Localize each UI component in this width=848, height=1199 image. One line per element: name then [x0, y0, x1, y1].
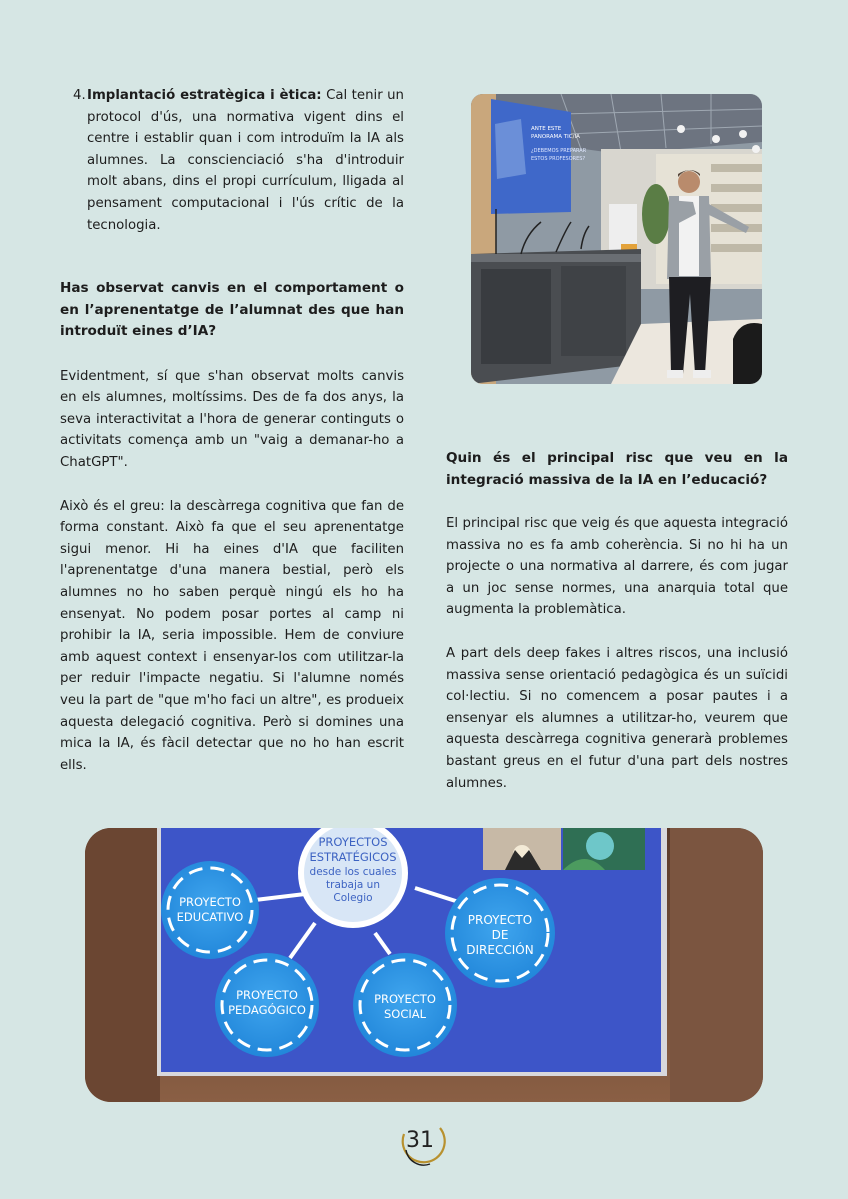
page-number-text: 31: [406, 1128, 434, 1153]
bubble-label: SOCIAL: [383, 1007, 427, 1021]
bubble-proyecto-educativo: [161, 861, 259, 959]
center-subtitle-line: Colegio: [333, 892, 373, 904]
list-item-4: [60, 85, 404, 236]
bubble-label: EDUCATIVO: [176, 910, 244, 924]
answer-paragraph: Evidentment, sí que s'han observat molts canvis en els alumnes, moltíssims. Des de fa dos anys, la seva interactivitat a l'hora de generar continguts o activitats comença amb un "vaig a demanar-ho a ChatGPT".: [60, 368, 404, 471]
list-item-title: Implantació estratègica i ètica:: [87, 88, 322, 103]
slide-line: ¿DEBEMOS PREPARAR: [531, 148, 587, 154]
slide-line: ANTE ESTE: [531, 126, 562, 132]
bubble-label: PEDAGÓGICO: [228, 1003, 306, 1017]
bubble-label: DE: [491, 928, 509, 942]
list-number: 4.: [73, 88, 86, 103]
projection-photo-image: [85, 828, 763, 1102]
bubble-label: PROYECTO: [179, 895, 241, 909]
center-subtitle-line: trabaja un: [326, 879, 380, 891]
bubble-label: PROYECTO: [467, 913, 533, 927]
left-column: [60, 85, 404, 798]
bubble-proyecto-direccion: [445, 878, 555, 988]
bubble-label: PROYECTO: [374, 992, 436, 1006]
bubble-proyecto-social: [353, 953, 457, 1057]
right-column: [446, 448, 788, 816]
page-number: [400, 1120, 450, 1170]
slide-line: ESTOS PROFESORES?: [531, 156, 586, 162]
speaker-photo-image: [471, 94, 762, 384]
question-heading-left: Has observat canvis en el comportament o en l’aprenentatge de l’alumnat des que han introduït eines d’IA?: [60, 280, 404, 340]
question-heading-right: Quin és el principal risc que veu en la integració massiva de la IA en l’educació?: [446, 450, 788, 488]
list-item-text: Cal tenir un protocol d'ús, una normativa vigent dins el centre i establir quan i com introduïm la IA als alumnes. La conscienciació s'ha d'introduir molt abans, dins el propi currículum, lligada al pensament computacional i l'ús crític de la tecnologia.: [87, 88, 404, 233]
projection-photo: [85, 828, 763, 1102]
bubble-proyecto-pedagogico: [215, 953, 319, 1057]
center-title-line: PROYECTOS: [318, 835, 388, 849]
center-title-line: ESTRATÉGICOS: [309, 850, 397, 864]
answer-paragraph: Això és el greu: la descàrrega cognitiva que fan de forma constant. Això fa que el seu aprenentatge sigui menor. Hi ha eines d'IA que faciliten l'aprenentatge d'una manera bestial, però els alumnes no ho saben perquè ningú els ho ha ensenyat. No podem posar portes al camp ni prohibir la IA, seria impossible. Hem de conviure amb aquest context i ensenyar-los com utilitzar-la per reduir l'impacte negatiu. Si l'alumne només veu la part de "que m'ho faci un altre", es produeix aquesta delegació cognitiva. Però si domines una mica la IA, és fàcil detectar que no ho han escrit ells.: [60, 498, 404, 773]
slide-line: PANORAMA TIC/IA: [531, 134, 580, 140]
center-subtitle-line: desde los cuales: [309, 866, 397, 878]
bubble-label: DIRECCIÓN: [466, 943, 534, 957]
speaker-photo: [471, 94, 762, 384]
bubble-label: PROYECTO: [236, 988, 298, 1002]
answer-paragraph: A part dels deep fakes i altres riscos, una inclusió massiva sense orientació pedagògica és un suïcidi col·lectiu. Si no comencem a posar pautes i a ensenyar els alumnes a utilitzar-ho, veurem que aquesta descàrrega cognitiva generarà problemes bastant greus en el futur d'una part dels nostres alumnes.: [446, 645, 788, 791]
answer-paragraph: El principal risc que veig és que aquesta integració massiva no es fa amb coherència. Si no hi ha un projecte o una normativa al darrere, és com jugar a un joc sense normes, una anarquia total que augmenta la problemàtica.: [446, 516, 788, 618]
